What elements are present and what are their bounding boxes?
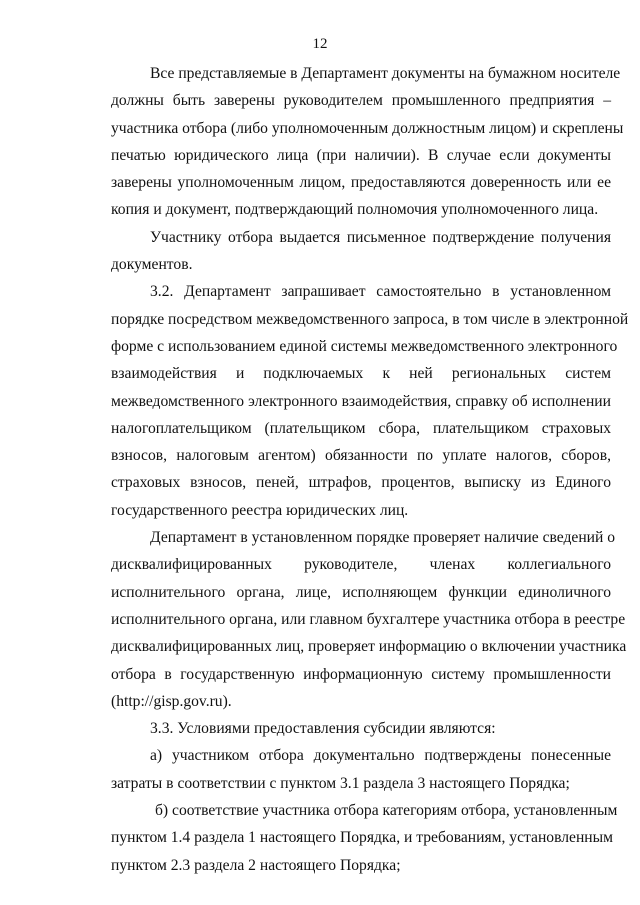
text-line: Участнику отбора выдается письменное подтверждение получения: [150, 228, 611, 246]
text-line: заверены уполномоченным лицом, предоставляются доверенность или ее: [111, 174, 611, 192]
text-line: дисквалифицированных лиц, проверяет информацию о включении участника: [111, 638, 627, 656]
text-line: дисквалифицированных руководителе, членах коллегиального: [111, 556, 611, 574]
text-line: форме с использованием единой системы межведомственного электронного: [111, 337, 618, 355]
text-line: 3.2. Департамент запрашивает самостоятельно в установленном: [150, 283, 611, 301]
document-body: [111, 60, 629, 879]
text-line: взносов, налоговым агентом) обязанности по уплате налогов, сборов,: [111, 447, 611, 465]
text-line: порядке посредством межведомственного запроса, в том числе в электронной: [111, 310, 629, 328]
text-line: участника отбора (либо уполномоченным должностным лицом) и скреплены: [111, 119, 624, 137]
page-number: 12: [312, 36, 328, 52]
text-line: Все представляемые в Департамент документы на бумажном носителе: [150, 65, 621, 82]
paragraph: [111, 60, 624, 224]
text-line: (http://gisp.gov.ru).: [111, 692, 232, 710]
text-line: исполнительного органа, лице, исполняющем функции единоличного: [111, 583, 611, 601]
text-line: документов.: [111, 256, 193, 274]
paragraph: [111, 278, 629, 524]
text-line: а) участником отбора документально подтверждены понесенные: [150, 747, 611, 765]
text-line: б) соответствие участника отбора категориям отбора, установленным: [155, 802, 618, 820]
text-line: должны быть заверены руководителем промышленного предприятия –: [111, 92, 611, 110]
text-line: Департамент в установленном порядке проверяет наличие сведений о: [150, 529, 616, 547]
text-line: межведомственного электронного взаимодействия, справку об исполнении: [111, 392, 611, 410]
text-line: налогоплательщиком (плательщиком сбора, плательщиком страховых: [111, 419, 611, 437]
text-line: страховых взносов, пеней, штрафов, процентов, выписку из Единого: [111, 474, 611, 492]
paragraph: [111, 797, 618, 879]
text-line: исполнительного органа, или главном бухгалтере участника отбора в реестре: [111, 610, 626, 628]
paragraph: [111, 742, 611, 797]
text-line: отбора в государственную информационную систему промышленности: [111, 665, 611, 683]
paragraph: [111, 524, 627, 715]
text-line: копия и документ, подтверждающий полномочия уполномоченного лица.: [111, 201, 599, 219]
text-line: взаимодействия и подключаемых к ней региональных систем: [111, 365, 611, 383]
text-line: пунктом 1.4 раздела 1 настоящего Порядка, и требованиям, установленным: [111, 829, 613, 847]
text-line: 3.3. Условиями предоставления субсидии являются:: [150, 720, 496, 738]
text-line: государственного реестра юридических лиц.: [111, 501, 409, 519]
text-line: затраты в соответствии с пунктом 3.1 раздела 3 настоящего Порядка;: [111, 774, 570, 792]
paragraph: [111, 715, 611, 742]
text-line: пунктом 2.3 раздела 2 настоящего Порядка;: [111, 856, 401, 874]
text-line: печатью юридического лица (при наличии). В случае если документы: [111, 146, 611, 164]
paragraph: [111, 224, 611, 279]
